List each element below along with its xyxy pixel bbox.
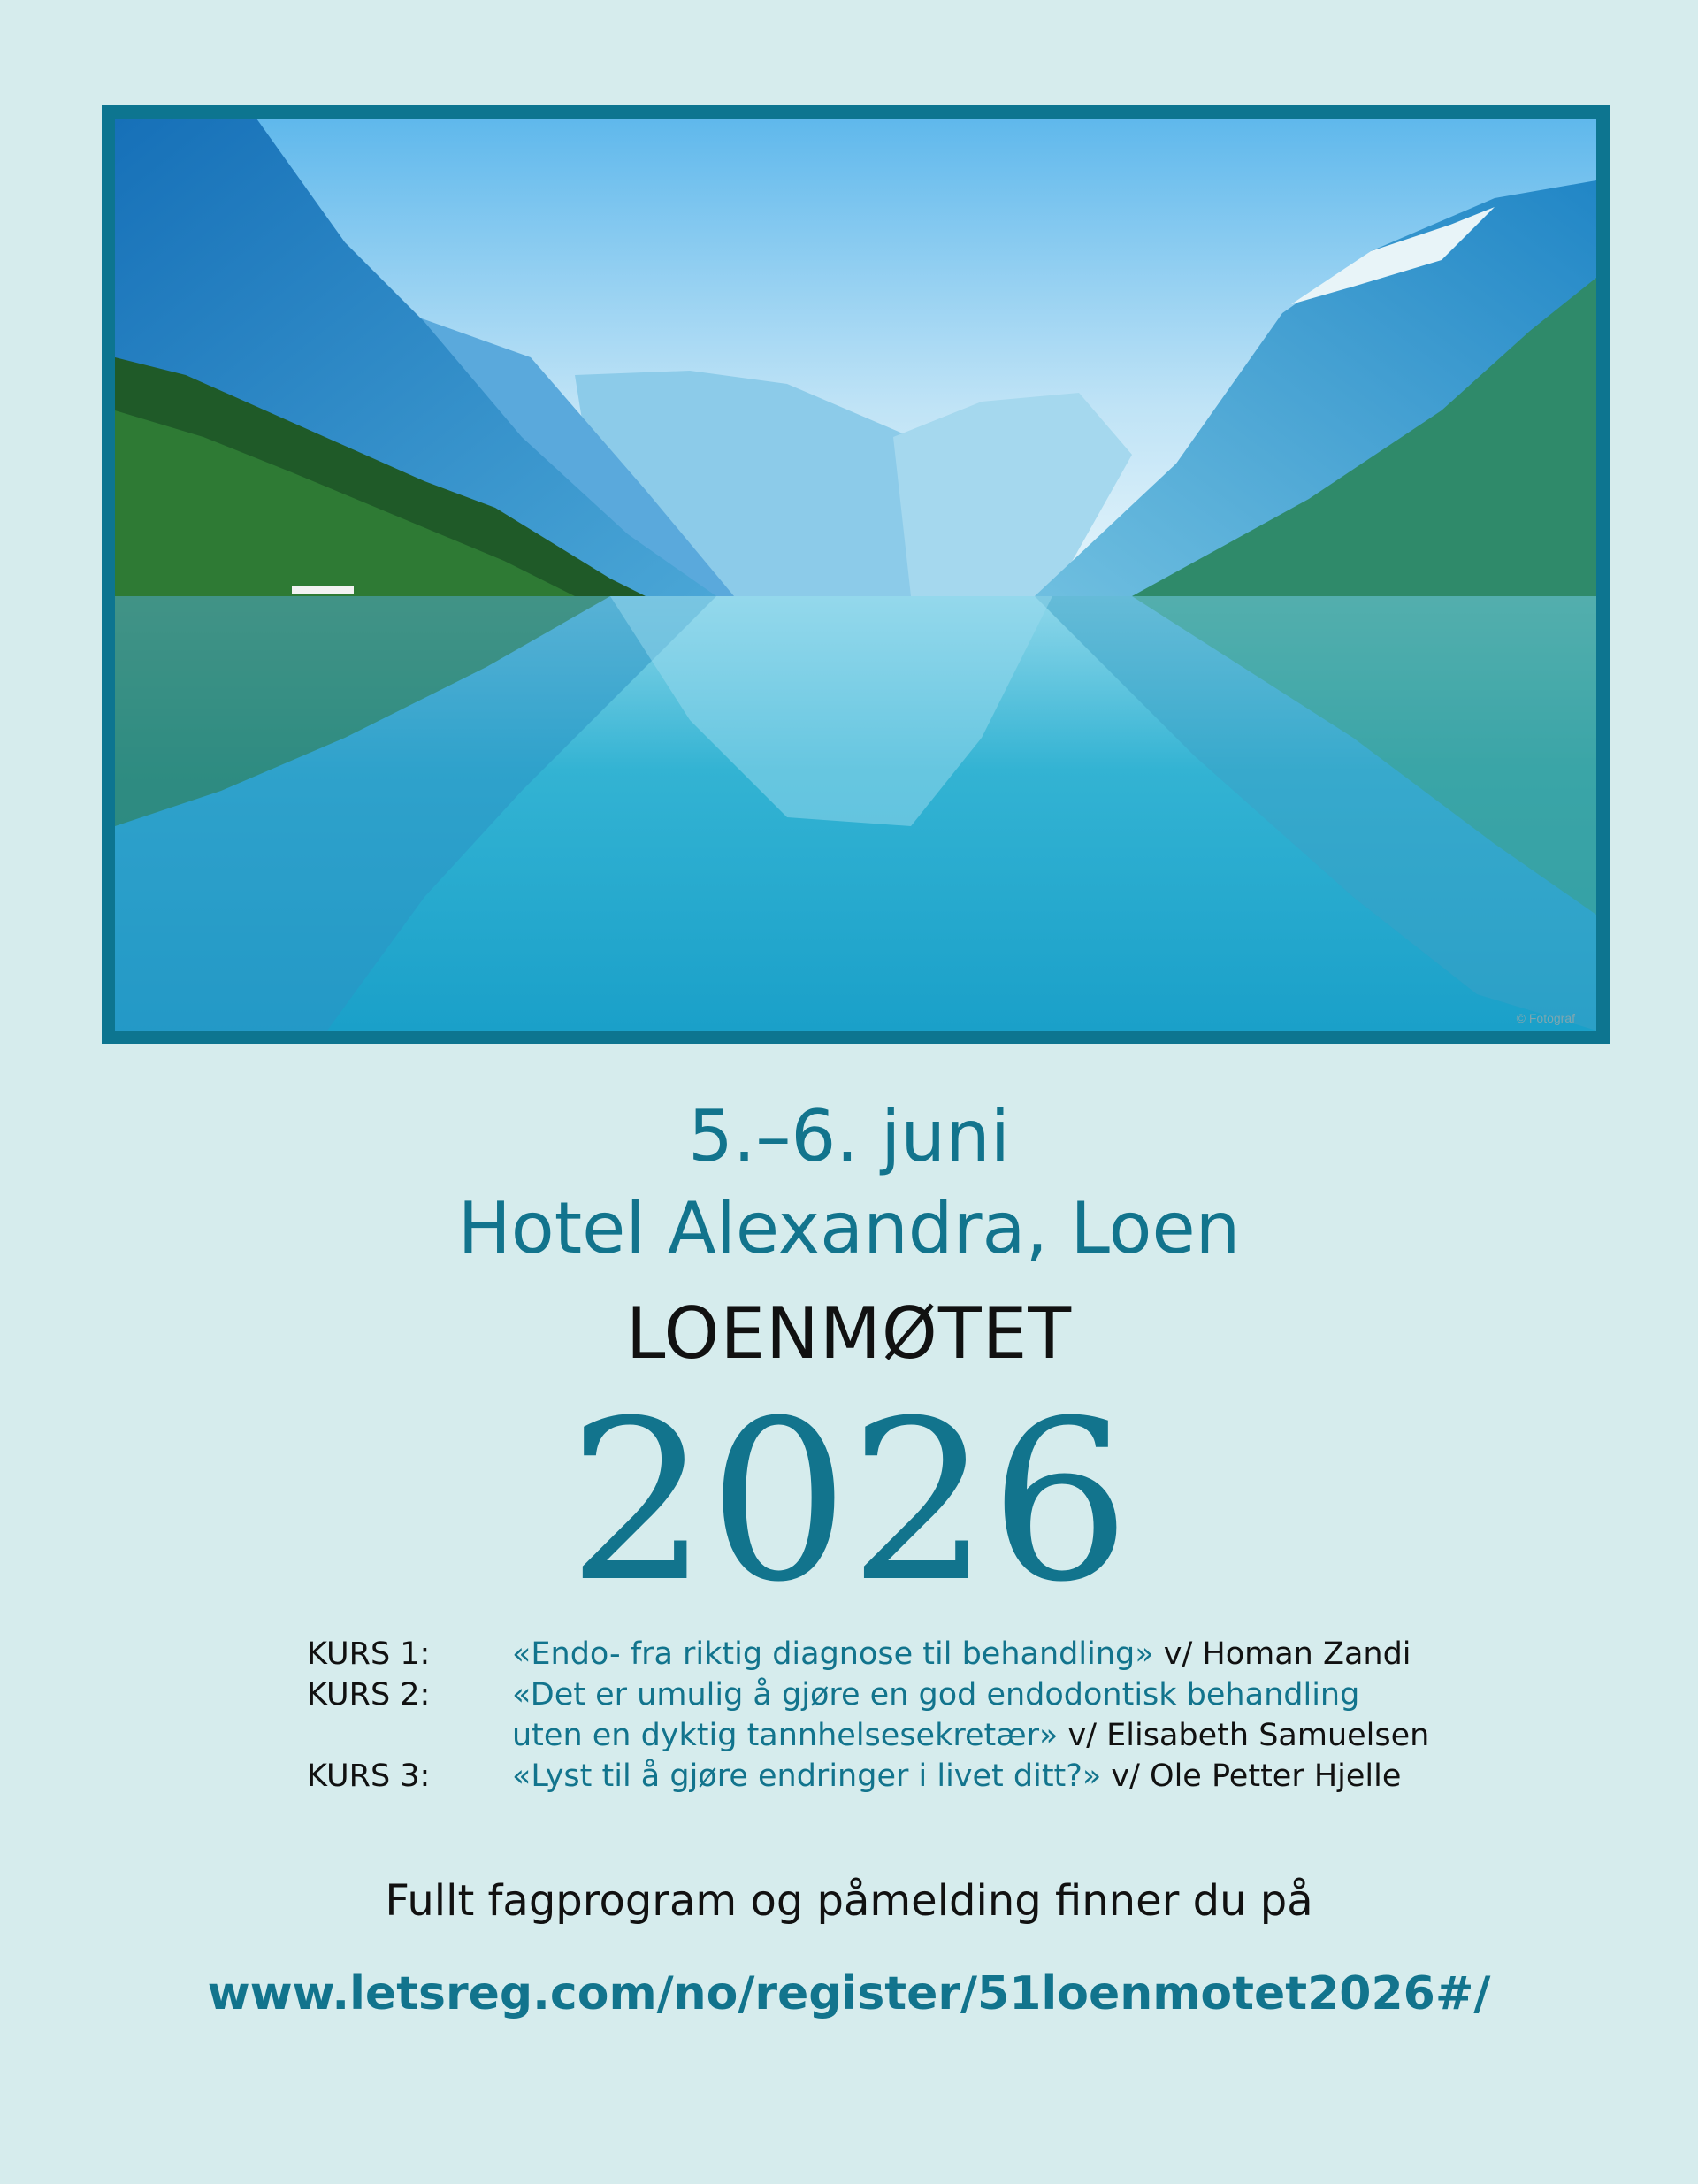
hero-photo: [102, 105, 1610, 1044]
course-body: [512, 1756, 1457, 1797]
course-row-3: [307, 1756, 1457, 1797]
course-label: KURS 1:: [307, 1636, 431, 1672]
course-label: KURS 3:: [307, 1759, 431, 1794]
course-body: [512, 1674, 1457, 1756]
course-row-2: [307, 1674, 1457, 1756]
event-year: 2026: [567, 1373, 1131, 1630]
course-body: [512, 1634, 1457, 1674]
course-title: «Det er umulig å gjøre en god endodontisk behandling: [512, 1677, 1360, 1713]
fjord-landscape-photo: [115, 119, 1596, 1031]
event-dates: 5.–6. juni: [688, 1095, 1010, 1177]
course-speaker: v/ Elisabeth Samuelsen: [1058, 1718, 1430, 1753]
course-title-continued: uten en dyktig tannhelsesekretær»: [512, 1718, 1059, 1753]
event-venue: Hotel Alexandra, Loen: [457, 1187, 1241, 1269]
course-row-1: [307, 1634, 1457, 1674]
course-label: KURS 2:: [307, 1677, 431, 1713]
registration-link[interactable]: www.letsreg.com/no/register/51loenmotet2026#/: [207, 1967, 1491, 2020]
course-speaker: v/ Ole Petter Hjelle: [1101, 1759, 1402, 1794]
course-list: [307, 1634, 1457, 1797]
program-info-text: Fullt fagprogram og påmelding finner du på: [385, 1876, 1313, 1926]
course-title: «Lyst til å gjøre endringer i livet ditt?»: [512, 1759, 1102, 1794]
course-title: «Endo- fra riktig diagnose til behandling»: [512, 1636, 1154, 1672]
photo-credit: © Fotograf: [1516, 1011, 1575, 1025]
event-name: LOENMØTET: [625, 1292, 1073, 1375]
course-speaker: v/ Homan Zandi: [1153, 1636, 1411, 1672]
